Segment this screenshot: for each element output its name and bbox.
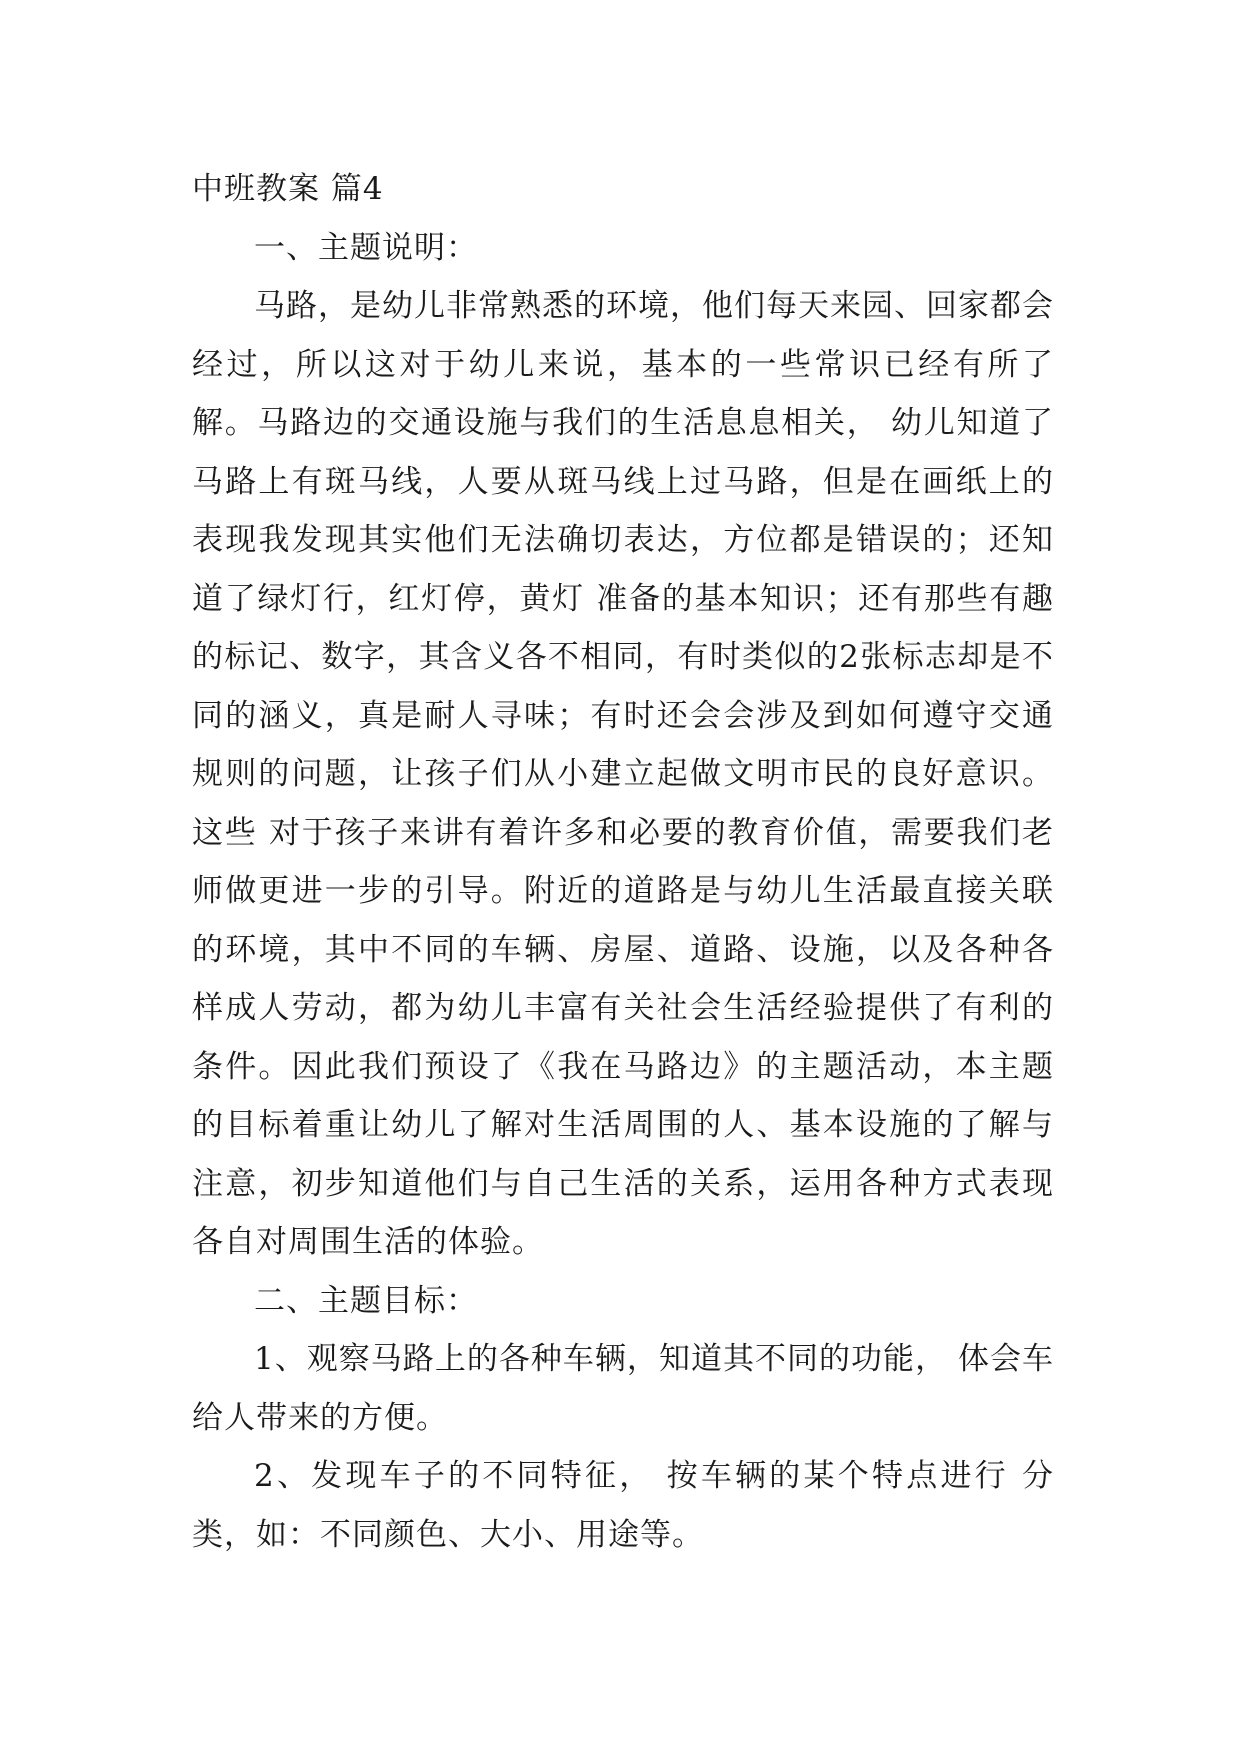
- section-heading-theme-description: 一、主题说明：: [254, 229, 478, 266]
- document-content: [192, 160, 1054, 1564]
- goal-item-1: 1、观察马路上的各种车辆，知道其不同的功能， 体会车给人带来的方便。: [192, 1341, 1054, 1436]
- paragraph-theme-description: 马路，是幼儿非常熟悉的环境，他们每天来园、回家都会经过，所以这对于幼儿来说，基本的一些常识已经有所了解。马路边的交通设施与我们的生活息息相关， 幼儿知道了马路上有斑马线，人要从斑马线上过马路，但是在画纸上的表现我发现其实他们无法确切表达，方位都是错误的；还知道了绿灯行，红灯停，黄灯 准备的基本知识；还有那些有趣的标记、数字，其含义各不相同，有时类似的2张标志却是不同的涵义，真是耐人寻味；有时还会会涉及到如何遵守交通规则的问题，让孩子们从小建立起做文明市民的良好意识。这些 对于孩子来讲有着许多和必要的教育价值，需要我们老师做更进一步的引导。附近的道路是与幼儿生活最直接关联的环境，其中不同的车辆、房屋、道路、设施，以及各种各样成人劳动，都为幼儿丰富有关社会生活经验提供了有利的条件。因此我们预设了《我在马路边》的主题活动，本主题的目标着重让幼儿了解对生活周围的人、基本设施的了解与注意，初步知道他们与自己生活的关系，运用各种方式表现各自对周围生活的体验。: [192, 288, 1054, 1260]
- section-heading-theme-goals: 二、主题目标：: [254, 1282, 478, 1319]
- document-title: 中班教案 篇4: [192, 171, 384, 207]
- goal-item-2: 2、发现车子的不同特征， 按车辆的某个特点进行 分类，如：不同颜色、大小、用途等。: [192, 1458, 1054, 1553]
